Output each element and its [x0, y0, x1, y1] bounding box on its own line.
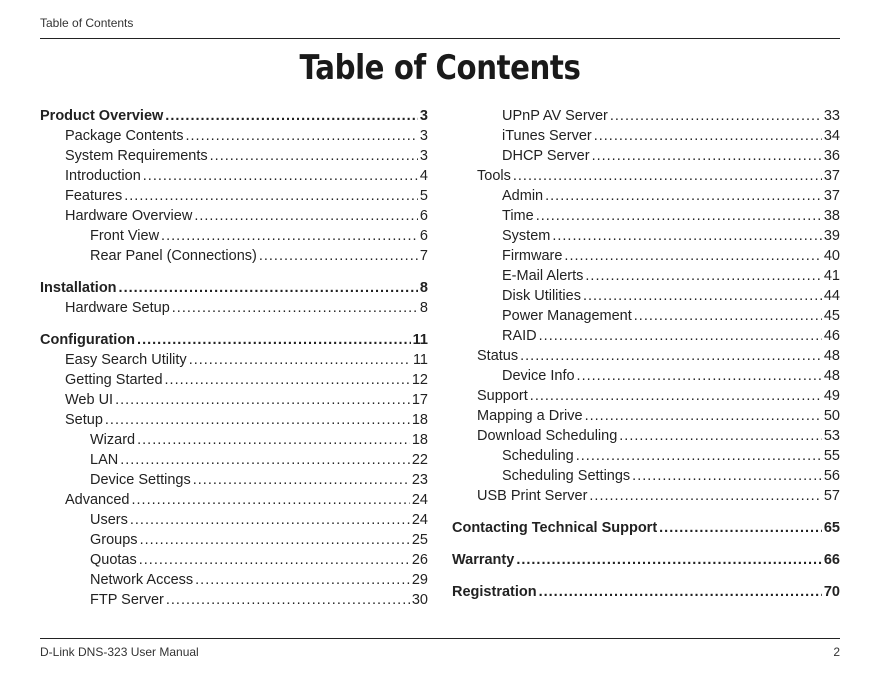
toc-entry[interactable] — [40, 510, 428, 530]
toc-entry-title: Disk Utilities — [502, 288, 581, 304]
toc-dot-leader — [585, 406, 822, 426]
toc-entry-page: 33 — [823, 108, 840, 124]
toc-entry-page: 70 — [823, 584, 840, 600]
toc-entry-page: 48 — [823, 348, 840, 364]
toc-entry[interactable] — [40, 246, 428, 266]
toc-entry-title: Scheduling — [502, 448, 574, 464]
toc-entry[interactable] — [452, 126, 840, 146]
toc-entry-page: 46 — [823, 328, 840, 344]
toc-entry-title: Introduction — [65, 168, 141, 184]
toc-entry[interactable] — [452, 106, 840, 126]
toc-entry-title: Network Access — [90, 572, 194, 588]
toc-entry-page: 50 — [823, 408, 840, 424]
toc-entry-page: 30 — [411, 592, 428, 608]
toc-entry-title: Tools — [477, 168, 511, 184]
toc-entry-title: System Requirements — [65, 148, 208, 164]
footer-page-number: 2 — [833, 645, 840, 659]
toc-dot-leader — [539, 326, 822, 346]
toc-entry-title: DHCP Server — [502, 148, 590, 164]
toc-entry-page: 37 — [823, 188, 840, 204]
toc-entry-page: 17 — [411, 392, 428, 408]
toc-entry-title: Registration — [452, 584, 537, 600]
toc-entry-page: 66 — [823, 552, 840, 568]
toc-dot-leader — [105, 410, 410, 430]
toc-entry-title: Features — [65, 188, 123, 204]
toc-entry-title: Status — [477, 348, 519, 364]
toc-dot-leader — [137, 330, 411, 350]
toc-entry-page: 57 — [823, 488, 840, 504]
toc-dot-leader — [592, 146, 822, 166]
footer-rule — [40, 638, 840, 639]
toc-entry-title: Scheduling Settings — [502, 468, 631, 484]
toc-entry-title: iTunes Server — [502, 128, 592, 144]
toc-dot-leader — [189, 350, 411, 370]
toc-entry[interactable] — [452, 386, 840, 406]
toc-entry-page: 24 — [411, 492, 428, 508]
toc-entry-page: 11 — [412, 352, 428, 368]
toc-entry-title: Hardware Overview — [65, 208, 193, 224]
toc-entry[interactable] — [40, 106, 428, 126]
toc-dot-leader — [120, 450, 410, 470]
toc-entry-title: LAN — [90, 452, 119, 468]
toc-dot-leader — [545, 186, 822, 206]
toc-entry-title: USB Print Server — [477, 488, 588, 504]
toc-entry-title: Easy Search Utility — [65, 352, 187, 368]
toc-entry-page: 44 — [823, 288, 840, 304]
toc-entry-page: 24 — [411, 512, 428, 528]
toc-dot-leader — [585, 266, 821, 286]
toc-entry-page: 4 — [419, 168, 428, 184]
toc-entry[interactable] — [452, 306, 840, 326]
toc-entry-page: 7 — [419, 248, 428, 264]
toc-dot-leader — [583, 286, 822, 306]
toc-entry-page: 65 — [823, 520, 840, 536]
toc-entry-title: Warranty — [452, 552, 515, 568]
toc-entry-title: Time — [502, 208, 534, 224]
toc-dot-leader — [634, 306, 822, 326]
toc-entry-title: Setup — [65, 412, 103, 428]
toc-entry[interactable] — [452, 226, 840, 246]
toc-entry[interactable] — [40, 186, 428, 206]
toc-entry[interactable] — [40, 450, 428, 470]
toc-entry[interactable] — [40, 166, 428, 186]
toc-entry-page: 22 — [411, 452, 428, 468]
toc-entry-title: Support — [477, 388, 528, 404]
toc-dot-leader — [139, 550, 410, 570]
toc-entry[interactable] — [452, 326, 840, 346]
toc-dot-leader — [186, 126, 418, 146]
toc-entry-title: Firmware — [502, 248, 563, 264]
toc-entry[interactable] — [40, 350, 428, 370]
toc-dot-leader — [165, 106, 418, 126]
toc-dot-leader — [194, 206, 418, 226]
toc-entry-page: 11 — [412, 332, 428, 348]
toc-entry[interactable] — [452, 550, 840, 570]
toc-dot-leader — [137, 430, 410, 450]
toc-entry-page: 41 — [823, 268, 840, 284]
toc-entry[interactable] — [40, 226, 428, 246]
toc-dot-leader — [589, 486, 821, 506]
toc-entry[interactable] — [452, 266, 840, 286]
toc-entry[interactable] — [452, 446, 840, 466]
toc-entry-title: Configuration — [40, 332, 136, 348]
toc-dot-leader — [130, 510, 410, 530]
toc-dot-leader — [577, 366, 822, 386]
toc-entry[interactable] — [40, 590, 428, 610]
toc-dot-leader — [530, 386, 822, 406]
toc-entry-title: Getting Started — [65, 372, 163, 388]
toc-entry[interactable] — [40, 550, 428, 570]
toc-entry-title: Front View — [90, 228, 160, 244]
running-header: Table of Contents — [40, 16, 134, 30]
toc-entry-title: Product Overview — [40, 108, 164, 124]
toc-entry[interactable] — [40, 298, 428, 318]
toc-entry-page: 23 — [411, 472, 428, 488]
toc-entry-page: 8 — [419, 300, 428, 316]
toc-entry[interactable] — [452, 406, 840, 426]
toc-entry[interactable] — [452, 486, 840, 506]
toc-entry-page: 18 — [411, 412, 428, 428]
toc-entry-page: 37 — [823, 168, 840, 184]
toc-entry-page: 49 — [823, 388, 840, 404]
toc-dot-leader — [132, 490, 410, 510]
toc-dot-leader — [193, 470, 410, 490]
toc-entry-page: 25 — [411, 532, 428, 548]
toc-entry[interactable] — [40, 390, 428, 410]
toc-entry-page: 8 — [419, 280, 428, 296]
toc-dot-leader — [536, 206, 822, 226]
toc-entry-title: Installation — [40, 280, 117, 296]
toc-dot-leader — [659, 518, 822, 538]
toc-entry-title: FTP Server — [90, 592, 164, 608]
toc-entry[interactable] — [40, 370, 428, 390]
toc-dot-leader — [195, 570, 410, 590]
toc-entry[interactable] — [452, 246, 840, 266]
toc-dot-leader — [143, 166, 418, 186]
toc-entry[interactable] — [40, 570, 428, 590]
toc-entry-title: System — [502, 228, 551, 244]
toc-entry-title: UPnP AV Server — [502, 108, 608, 124]
toc-dot-leader — [513, 166, 822, 186]
toc-entry-page: 40 — [823, 248, 840, 264]
toc-entry-title: RAID — [502, 328, 537, 344]
toc-entry-page: 38 — [823, 208, 840, 224]
toc-entry-page: 56 — [823, 468, 840, 484]
toc-entry[interactable] — [452, 466, 840, 486]
toc-entry[interactable] — [40, 206, 428, 226]
toc-entry-title: E-Mail Alerts — [502, 268, 584, 284]
toc-dot-leader — [161, 226, 418, 246]
toc-entry-page: 5 — [419, 188, 428, 204]
toc-entry-page: 53 — [823, 428, 840, 444]
toc-entry-title: Groups — [90, 532, 138, 548]
toc-entry-title: Device Info — [502, 368, 575, 384]
toc-entry[interactable] — [452, 286, 840, 306]
toc-entry[interactable] — [40, 146, 428, 166]
toc-entry-page: 6 — [419, 208, 428, 224]
toc-entry-page: 48 — [823, 368, 840, 384]
toc-entry-page: 45 — [823, 308, 840, 324]
toc-entry[interactable] — [40, 278, 428, 298]
toc-dot-leader — [552, 226, 822, 246]
toc-dot-leader — [520, 346, 822, 366]
toc-dot-leader — [564, 246, 821, 266]
toc-dot-leader — [210, 146, 418, 166]
toc-entry[interactable] — [452, 146, 840, 166]
toc-entry[interactable] — [40, 126, 428, 146]
toc-entry[interactable] — [40, 530, 428, 550]
toc-dot-leader — [619, 426, 822, 446]
toc-entry[interactable] — [452, 186, 840, 206]
toc-dot-leader — [115, 390, 410, 410]
toc-entry[interactable] — [40, 410, 428, 430]
toc-entry-page: 12 — [411, 372, 428, 388]
toc-dot-leader — [172, 298, 418, 318]
toc-dot-leader — [165, 370, 410, 390]
toc-entry[interactable] — [40, 470, 428, 490]
toc-entry[interactable] — [452, 346, 840, 366]
toc-entry-title: Advanced — [65, 492, 130, 508]
toc-entry-title: Device Settings — [90, 472, 191, 488]
toc-entry-page: 3 — [419, 108, 428, 124]
toc-entry-title: Quotas — [90, 552, 137, 568]
toc-entry-title: Web UI — [65, 392, 114, 408]
toc-entry[interactable] — [452, 518, 840, 538]
toc-dot-leader — [166, 590, 410, 610]
toc-entry-title: Admin — [502, 188, 544, 204]
toc-entry-title: Rear Panel (Connections) — [90, 248, 257, 264]
toc-dot-leader — [610, 106, 822, 126]
toc-dot-leader — [259, 246, 418, 266]
toc-dot-leader — [124, 186, 418, 206]
toc-dot-leader — [516, 550, 822, 570]
toc-entry[interactable] — [452, 166, 840, 186]
toc-entry-title: Power Management — [502, 308, 632, 324]
toc-dot-leader — [594, 126, 822, 146]
footer-manual-name: D-Link DNS-323 User Manual — [40, 645, 199, 659]
toc-dot-leader — [576, 446, 822, 466]
toc-right-column — [452, 106, 840, 602]
toc-entry[interactable] — [452, 206, 840, 226]
toc-entry-page: 26 — [411, 552, 428, 568]
toc-entry-title: Wizard — [90, 432, 136, 448]
toc-entry-title: Hardware Setup — [65, 300, 170, 316]
toc-dot-leader — [140, 530, 410, 550]
toc-dot-leader — [119, 278, 418, 298]
toc-entry[interactable] — [452, 582, 840, 602]
header-rule — [40, 38, 840, 39]
toc-entry[interactable] — [40, 490, 428, 510]
toc-entry-page: 55 — [823, 448, 840, 464]
toc-entry-title: Users — [90, 512, 128, 528]
toc-entry-page: 36 — [823, 148, 840, 164]
toc-entry-page: 6 — [419, 228, 428, 244]
toc-entry-page: 18 — [411, 432, 428, 448]
toc-dot-leader — [632, 466, 822, 486]
toc-entry[interactable] — [452, 426, 840, 446]
toc-entry-title: Mapping a Drive — [477, 408, 583, 424]
toc-entry[interactable] — [40, 430, 428, 450]
toc-entry-page: 34 — [823, 128, 840, 144]
toc-entry-page: 39 — [823, 228, 840, 244]
toc-entry[interactable] — [452, 366, 840, 386]
toc-entry[interactable] — [40, 330, 428, 350]
toc-entry-page: 29 — [411, 572, 428, 588]
toc-entry-title: Package Contents — [65, 128, 184, 144]
toc-left-column — [40, 106, 428, 610]
toc-dot-leader — [539, 582, 822, 602]
toc-entry-page: 3 — [419, 128, 428, 144]
toc-entry-page: 3 — [419, 148, 428, 164]
toc-entry-title: Contacting Technical Support — [452, 520, 658, 536]
page-title: Table of Contents — [299, 48, 581, 88]
toc-entry-title: Download Scheduling — [477, 428, 618, 444]
